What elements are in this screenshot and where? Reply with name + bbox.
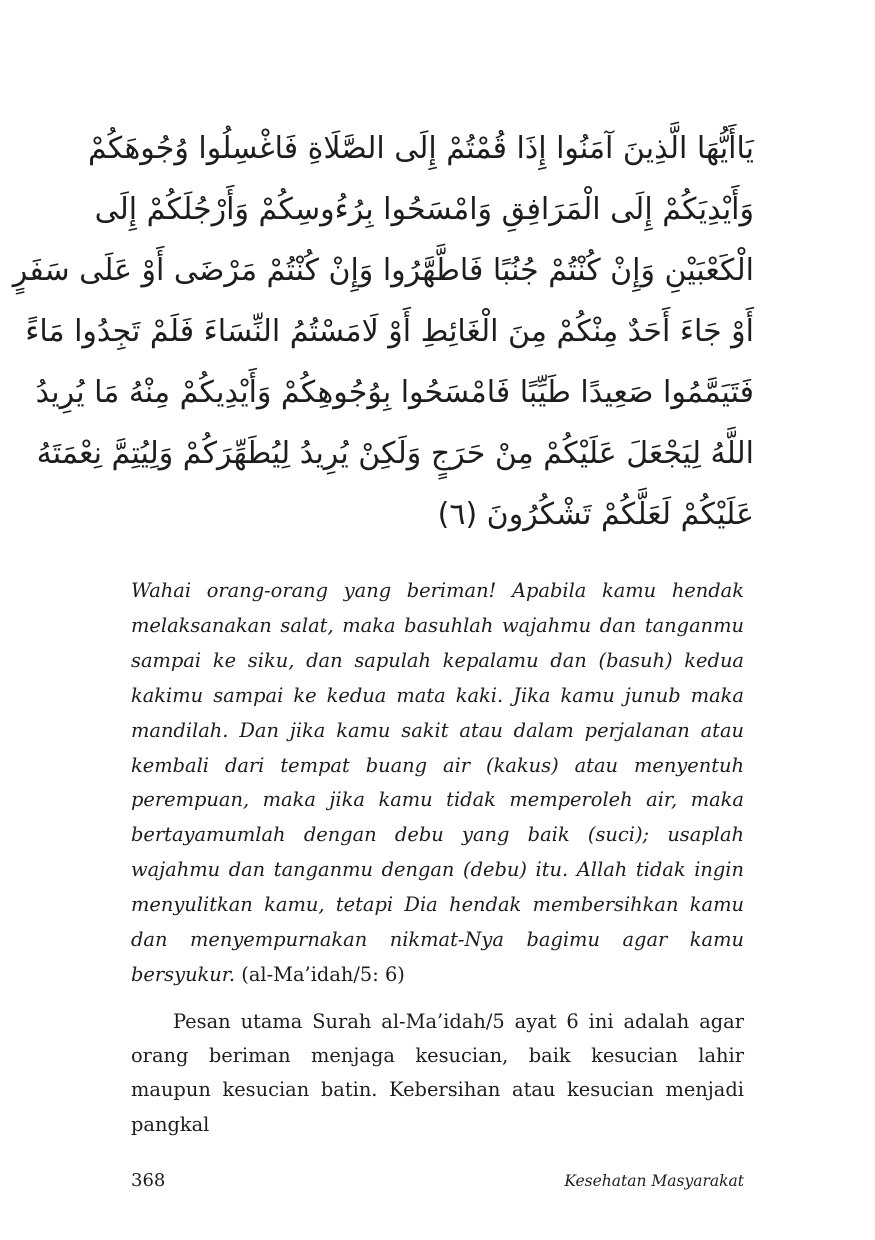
verse-line-1: يَاأَيُّهَا الَّذِينَ آمَنُوا إِذَا قُمْتُمْ إِلَى الصَّلَاةِ فَاغْسِلُوا وُجُوهَكُمْ: [87, 131, 754, 166]
verse-line-5: فَتَيَمَّمُوا صَعِيدًا طَيِّبًا فَامْسَحُوا بِوُجُوهِكُمْ وَأَيْدِيكُمْ مِنْهُ مَا يُرِيدُ: [35, 375, 754, 410]
body-paragraph: Pesan utama Surah al-Ma’idah/5 ayat 6 ini adalah agar orang beriman menjaga kesucian, baik kesucian lahir maupun kesucian batin. Kebersihan atau kesucian menjadi pangkal: [131, 1010, 744, 1136]
page-number: 368: [131, 1170, 166, 1191]
verse-line-3: الْكَعْبَيْنِ وَإِنْ كُنْتُمْ جُنُبًا فَاطَّهَّرُوا وَإِنْ كُنْتُمْ مَرْضَى أَوْ عَلَى سَفَرٍ: [12, 253, 754, 288]
quran-verse: [12, 118, 754, 545]
verse-citation: (al-Ma’idah/5: 6): [241, 962, 405, 986]
verse-line-6: اللَّهُ لِيَجْعَلَ عَلَيْكُمْ مِنْ حَرَجٍ وَلَكِنْ يُرِيدُ لِيُطَهِّرَكُمْ وَلِيُتِمَّ نِعْمَتَهُ: [36, 436, 754, 471]
running-title: Kesehatan Masyarakat: [564, 1172, 744, 1190]
translation-text: Wahai orang-orang yang beriman! Apabila kamu hendak melaksanakan salat, maka basuhlah wajahmu dan tanganmu sampai ke siku, dan sapulah kepalamu dan (basuh) kedua kakimu sampai ke kedua mata kaki. Jika kamu junub maka mandilah. Dan jika kamu sakit atau dalam perjalanan atau kembali dari tempat buang air (kakus) atau menyentuh perempuan, maka jika kamu tidak memperoleh air, maka bertayamumlah dengan debu yang baik (suci); usaplah wajahmu dan tanganmu dengan (debu) itu. Allah tidak ingin menyulitkan kamu, tetapi Dia hendak membersihkan kamu dan menyempurnakan nikmat-Nya bagimu agar kamu bersyukur.: [131, 579, 744, 986]
verse-line-2: وَأَيْدِيَكُمْ إِلَى الْمَرَافِقِ وَامْسَحُوا بِرُءُوسِكُمْ وَأَرْجُلَكُمْ إِلَى: [94, 192, 754, 227]
verse-translation: [131, 574, 744, 993]
verse-line-7: عَلَيْكُمْ لَعَلَّكُمْ تَشْكُرُونَ (٦): [437, 497, 754, 532]
page-footer: [131, 1170, 744, 1200]
verse-line-4: أَوْ جَاءَ أَحَدٌ مِنْكُمْ مِنَ الْغَائِطِ أَوْ لَامَسْتُمُ النِّسَاءَ فَلَمْ تَجِدُوا مَاءً: [25, 314, 754, 349]
